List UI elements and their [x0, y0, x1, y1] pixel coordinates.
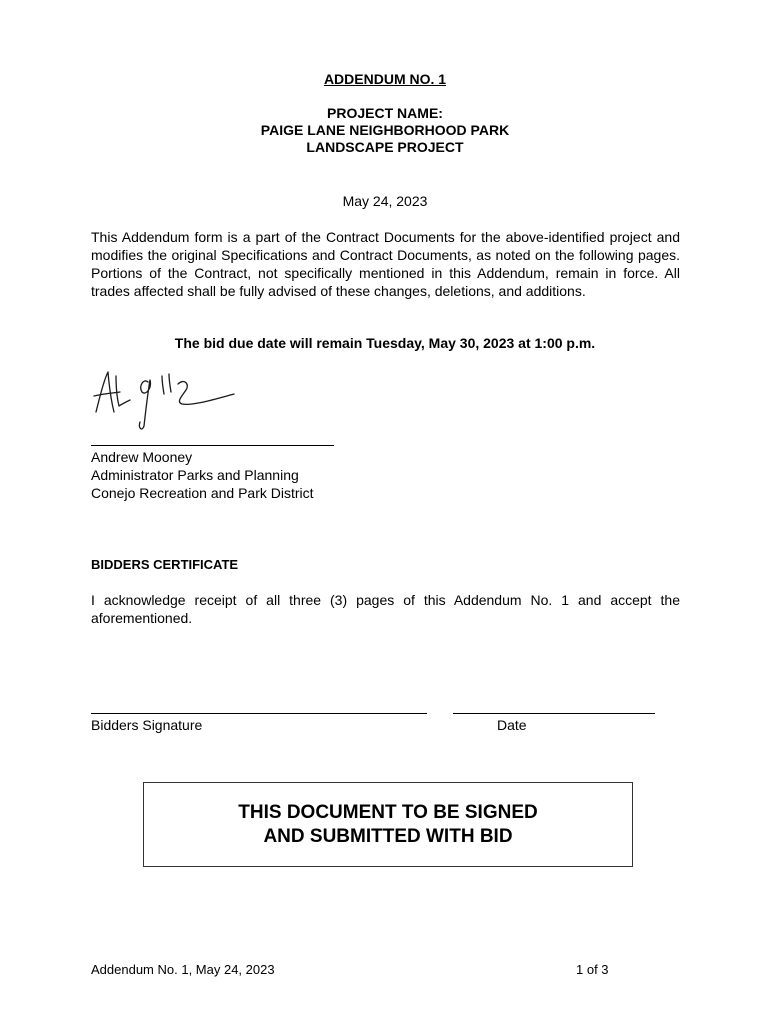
signatory-title: Administrator Parks and Planning [91, 467, 299, 483]
document-date: May 24, 2023 [342, 193, 428, 209]
footer-left: Addendum No. 1, May 24, 2023 [91, 962, 275, 977]
bidders-certificate-heading: BIDDERS CERTIFICATE [91, 557, 239, 572]
notice-line1: THIS DOCUMENT TO BE SIGNED [238, 801, 538, 823]
bidders-signature-label: Bidders Signature [91, 717, 203, 733]
date-label: Date [497, 717, 527, 733]
signature-line [91, 445, 334, 446]
bidders-signature-line[interactable] [91, 713, 427, 714]
notice-line2: AND SUBMITTED WITH BID [263, 825, 513, 847]
addendum-title: ADDENDUM NO. 1 [323, 71, 447, 87]
project-name-line2: LANDSCAPE PROJECT [306, 139, 464, 155]
date-line[interactable] [453, 713, 655, 714]
bid-due-statement: The bid due date will remain Tuesday, May 30, 2023 at 1:00 p.m. [174, 335, 596, 351]
intro-paragraph: This Addendum form is a part of the Contract Documents for the above-identified project and modifies the original Specifications and Contract Documents, as noted on the following pages. Portions of the Contract, not specifically mentioned in this Addendum, remain in force. All trades affected shall be fully advised of these changes, deletions, and additions. [91, 229, 680, 299]
project-name-label: PROJECT NAME: [327, 105, 443, 121]
signature-image [92, 366, 242, 436]
project-name-line1: PAIGE LANE NEIGHBORHOOD PARK [260, 122, 510, 138]
signatory-name: Andrew Mooney [91, 449, 193, 465]
notice-box [143, 782, 633, 867]
page-number: 1 of 3 [576, 962, 609, 977]
signatory-organization: Conejo Recreation and Park District [91, 485, 314, 501]
bidders-certificate-text: I acknowledge receipt of all three (3) pages of this Addendum No. 1 and accept the aforementioned. [91, 592, 680, 626]
